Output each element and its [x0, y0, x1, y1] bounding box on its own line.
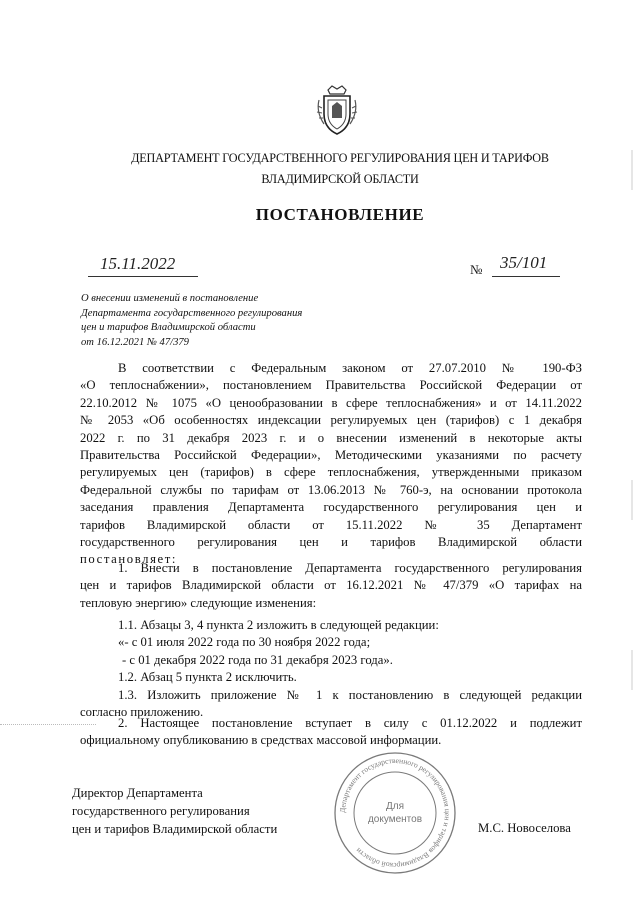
- stamp-center-line1: Для: [385, 801, 405, 812]
- item-1-subitems: [80, 617, 582, 721]
- margin-dotted-line: [0, 724, 96, 725]
- preamble-line: Правительства Российской Федерации», Методическими указаниями по расчету: [80, 448, 582, 463]
- subject-block: [81, 292, 302, 350]
- item-line: тепловую энергию» следующие изменения:: [80, 595, 317, 610]
- document-number: 35/101: [500, 253, 548, 272]
- item-2-line: 2. Настоящее постановление вступает в силу с 01.12.2022 и подлежит: [118, 716, 582, 730]
- item-line: цен и тарифов Владимирской области от 16.12.2021 № 47/379 «О тарифах на: [80, 578, 582, 593]
- preamble-line: В соответствии с Федеральным законом от 27.07.2010 № 190-ФЗ: [118, 361, 582, 375]
- signature-position-block: [72, 784, 277, 838]
- scan-edge-marks: [631, 150, 634, 710]
- item-1-paragraph: [80, 560, 582, 612]
- preamble-line: заседания правления Департамента государственного регулирования цен и: [80, 500, 582, 515]
- document-title: ПОСТАНОВЛЕНИЕ: [255, 205, 425, 224]
- preamble-line: государственного регулирования цен и тарифов Владимирской области: [80, 535, 582, 550]
- department-name-line2: ВЛАДИМИРСКОЙ ОБЛАСТИ: [261, 172, 419, 186]
- item-2-line: официальному опубликованию в средствах массовой информации.: [80, 733, 442, 748]
- preamble-line: регулируемых цен (тарифов) в сфере теплоснабжения, утвержденными приказом: [80, 465, 582, 480]
- preamble-line: Федеральной службы по тарифам от 13.06.2013 № 760-э, на основании протокола: [80, 482, 582, 497]
- number-underline: [492, 276, 560, 277]
- subject-line: от 16.12.2021 № 47/379: [81, 336, 189, 348]
- preamble-line: 22.10.2012 № 1075 «О ценообразовании в сфере теплоснабжения» и от 14.11.2022: [80, 395, 582, 410]
- coat-of-arms-icon: [314, 84, 360, 138]
- subject-line: цен и тарифов Владимирской области: [81, 322, 256, 333]
- document-date: 15.11.2022: [100, 254, 176, 273]
- stamp-ring-text: Департамент государственного регулирования цен и тарифов Владимирской области: [337, 755, 453, 871]
- item-1-1-b: - с 01 декабря 2022 года по 31 декабря 2023 года».: [122, 652, 393, 667]
- subject-line: Департамента государственного регулирования: [81, 307, 303, 319]
- item-1-3-line: согласно приложению.: [80, 705, 204, 720]
- signature-position-line: Директор Департамента: [72, 786, 203, 800]
- stamp-center-line2: документов: [367, 814, 423, 825]
- preamble-line: тарифов Владимирской области от 15.11.2022 № 35 Департамент: [80, 517, 582, 532]
- date-underline: [88, 276, 198, 277]
- subject-line: О внесении изменений в постановление: [81, 293, 259, 304]
- item-2-paragraph: [80, 715, 582, 750]
- svg-text:Департамент государственного р: [338, 756, 452, 870]
- preamble-line: № 2053 «Об особенностях индексации регулируемых цен (тарифов) с 1 декабря: [80, 413, 582, 428]
- official-stamp: [330, 748, 460, 878]
- preamble-line: 2022 г. по 31 декабря 2023 г. и о внесении изменений в некоторые акты: [80, 430, 582, 445]
- preamble-paragraph: [80, 360, 582, 569]
- signatory-name: М.С. Новоселова: [478, 821, 571, 835]
- signature-position-line: цен и тарифов Владимирской области: [72, 822, 278, 836]
- number-sign: №: [470, 262, 483, 277]
- preamble-line: «О теплоснабжении», постановлением Правительства Российской Федерации от: [80, 378, 582, 393]
- signature-position-line: государственного регулирования: [72, 804, 250, 818]
- item-1-1: 1.1. Абзацы 3, 4 пункта 2 изложить в следующей редакции:: [118, 618, 439, 632]
- resolves-word: постановляет:: [80, 552, 178, 567]
- item-1-2: 1.2. Абзац 5 пункта 2 исключить.: [118, 670, 297, 685]
- item-1-3-line: 1.3. Изложить приложение № 1 к постановлению в следующей редакции: [118, 687, 582, 702]
- item-line: 1. Внести в постановление Департамента государственного регулирования: [118, 561, 582, 575]
- department-name-line1: ДЕПАРТАМЕНТ ГОСУДАРСТВЕННОГО РЕГУЛИРОВАНИЯ ЦЕН И ТАРИФОВ: [131, 151, 549, 165]
- item-1-1-a: «- с 01 июля 2022 года по 30 ноября 2022 года;: [118, 635, 371, 650]
